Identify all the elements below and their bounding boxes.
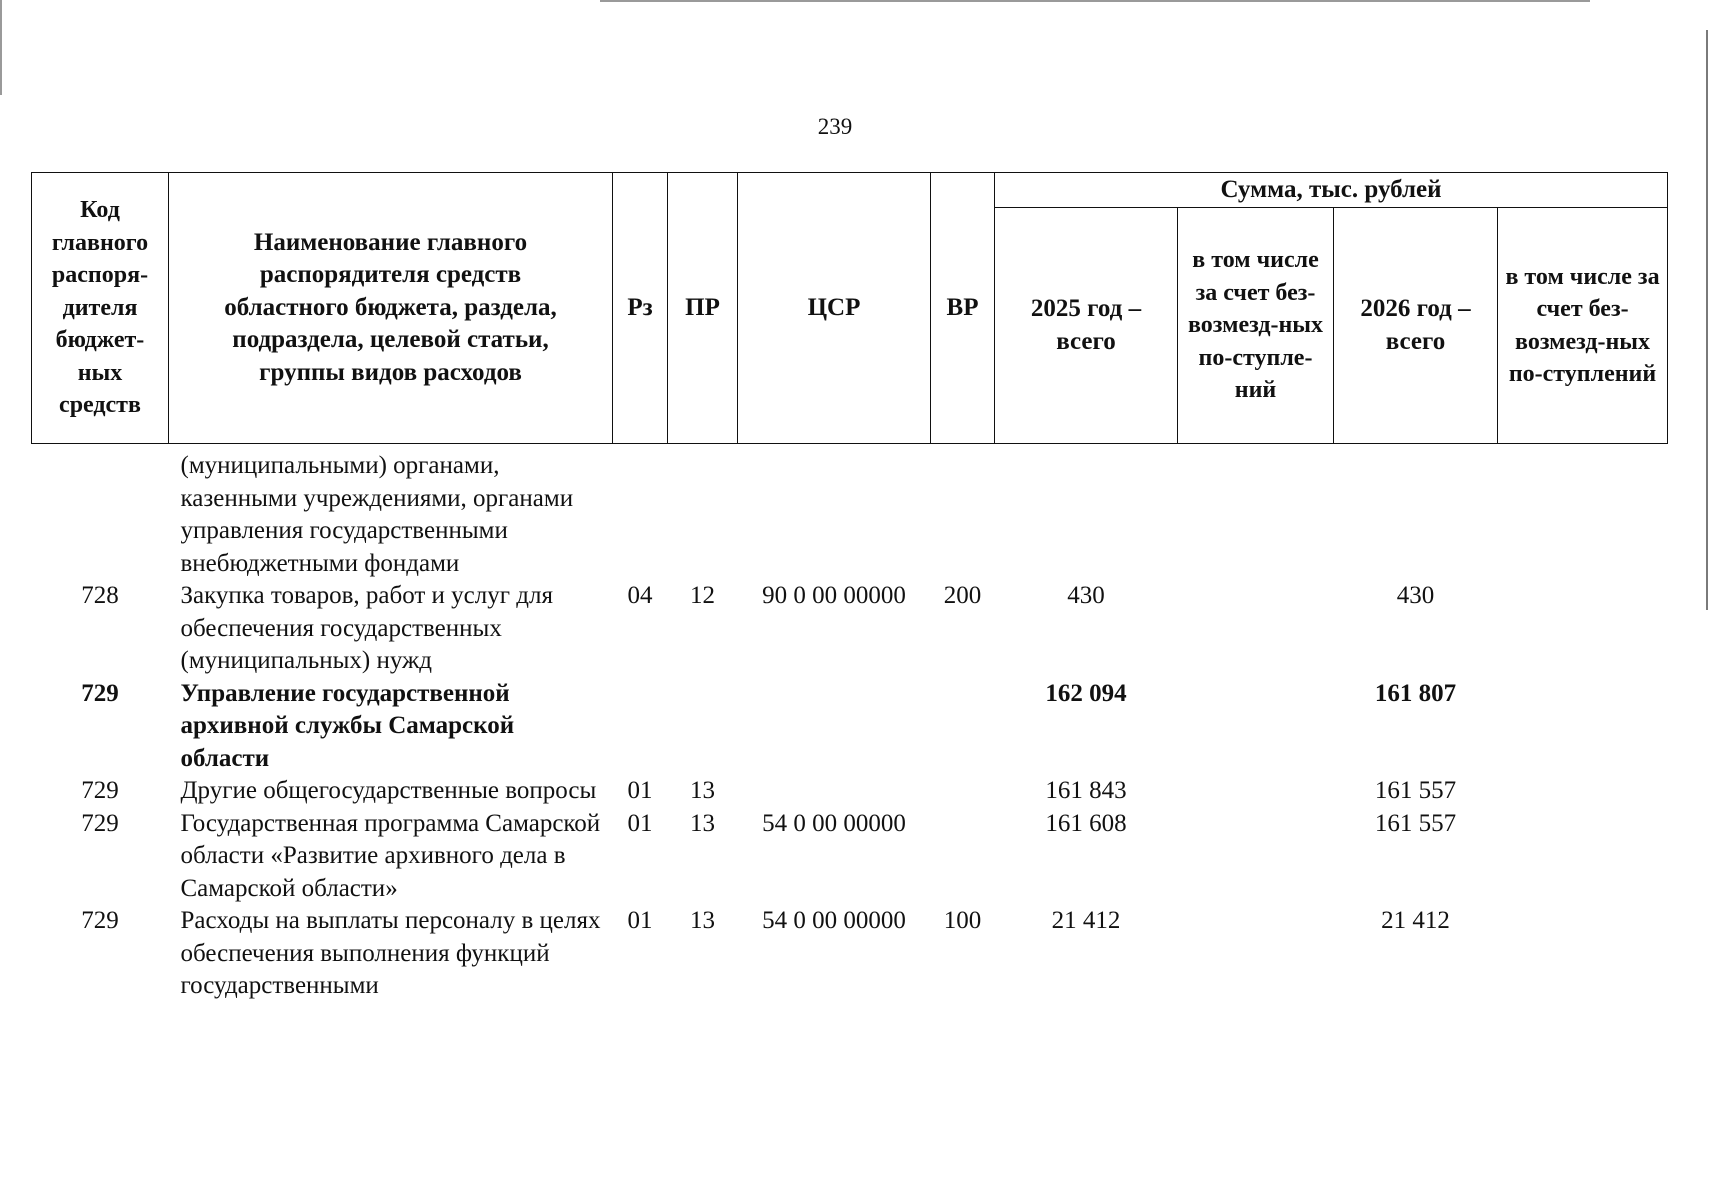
- table-row: [32, 678, 1668, 776]
- cell-vr: [931, 678, 995, 776]
- cell-csr: [738, 775, 931, 808]
- header-pr: ПР: [668, 173, 738, 444]
- cell-name: (муниципальными) органами, казенными учреждениями, органами управления государственными внебюджетными фондами: [180, 452, 574, 577]
- cell-code: 728: [81, 582, 119, 609]
- cell-2025-total: [995, 444, 1178, 581]
- cell-vr: [931, 444, 995, 581]
- cell-rz: 01: [627, 809, 653, 837]
- cell-pr: 13: [690, 907, 715, 934]
- cell-vr: 200: [943, 582, 982, 609]
- cell-rz: 01: [627, 907, 653, 934]
- cell-code: 729: [81, 679, 119, 707]
- cell-2025-total: 162 094: [1045, 679, 1127, 707]
- cell-2026-free: [1498, 444, 1668, 581]
- cell-csr: 54 0 00 00000: [762, 809, 906, 837]
- cell-pr: 12: [690, 582, 715, 609]
- header-2025-free: в том числе за счет без-возмезд-ных по-ступле-ний: [1178, 208, 1334, 444]
- cell-vr: [931, 775, 995, 808]
- cell-2026-total: 161 557: [1374, 809, 1457, 837]
- cell-csr: 54 0 00 00000: [762, 907, 906, 934]
- cell-vr: 100: [943, 907, 982, 934]
- cell-2026-free: [1498, 808, 1668, 906]
- cell-name: Другие общегосударственные вопросы: [180, 777, 597, 804]
- cell-name: Государственная программа Самарской области «Развитие архивного дела в Самарской области»: [180, 809, 601, 902]
- table-header: [32, 173, 1668, 444]
- cell-2025-total: 430: [1067, 582, 1105, 609]
- cell-2025-free: [1178, 444, 1334, 581]
- cell-rz: [613, 678, 668, 776]
- cell-csr: [738, 444, 931, 581]
- cell-2025-total: 21 412: [1051, 907, 1121, 934]
- page-number: 239: [817, 114, 853, 139]
- table-row: [32, 444, 1668, 581]
- table-row: [32, 580, 1668, 678]
- cell-2025-total: 161 843: [1045, 777, 1127, 804]
- cell-2025-total: 161 608: [1045, 809, 1127, 837]
- table-row: [32, 808, 1668, 906]
- cell-pr: [668, 444, 738, 581]
- cell-code: 729: [81, 907, 119, 934]
- table-row: [32, 905, 1668, 1007]
- scan-edge-right: [1706, 30, 1708, 610]
- cell-2025-free: [1178, 905, 1334, 1007]
- cell-code: [32, 444, 169, 581]
- cell-code: 729: [81, 777, 119, 804]
- cell-2025-free: [1178, 678, 1334, 776]
- cell-pr: 13: [690, 777, 715, 804]
- cell-rz: 04: [627, 582, 653, 609]
- header-code: Код главного распоря-дителя бюджет-ных средств: [32, 173, 169, 444]
- cell-csr: [738, 678, 931, 776]
- budget-table: [31, 172, 1668, 1007]
- header-rz: Рз: [613, 173, 668, 444]
- cell-rz: [613, 444, 668, 581]
- cell-2026-total: 161 557: [1374, 777, 1457, 804]
- header-sum: Сумма, тыс. рублей: [995, 173, 1668, 208]
- cell-rz: 01: [627, 777, 653, 804]
- table-body: [32, 444, 1668, 1007]
- cell-2026-total: 430: [1396, 582, 1435, 609]
- cell-code: 729: [81, 809, 119, 837]
- cell-2025-free: [1178, 580, 1334, 678]
- cell-name: Закупка товаров, работ и услуг для обеспечения государственных (муниципальных) нужд: [180, 582, 553, 674]
- cell-2025-free: [1178, 808, 1334, 906]
- cell-2025-free: [1178, 775, 1334, 808]
- cell-2026-total: 161 807: [1374, 679, 1457, 707]
- cell-name: Управление государственной архивной службы Самарской области: [180, 679, 515, 772]
- header-2026-total: 2026 год – всего: [1334, 208, 1498, 444]
- cell-2026-free: [1498, 580, 1668, 678]
- cell-name: Расходы на выплаты персоналу в целях обеспечения выполнения функций государственными: [180, 907, 601, 999]
- cell-csr: 90 0 00 00000: [762, 582, 906, 609]
- cell-2026-total: 21 412: [1381, 907, 1450, 934]
- scan-edge-top: [600, 0, 1590, 2]
- cell-2026-total: [1334, 444, 1498, 581]
- cell-2026-free: [1498, 775, 1668, 808]
- cell-2026-free: [1498, 905, 1668, 1007]
- cell-pr: [668, 678, 738, 776]
- header-2026-free: в том числе за счет без-возмезд-ных по-ступлений: [1498, 208, 1668, 444]
- header-vr: ВР: [931, 173, 995, 444]
- cell-vr: [931, 808, 995, 906]
- header-name: Наименование главного распорядителя средств областного бюджета, раздела, подраздела, целевой статьи, группы видов расходов: [169, 173, 613, 444]
- scan-edge-left: [0, 0, 2, 95]
- header-2025-total: 2025 год – всего: [995, 208, 1178, 444]
- header-csr: ЦСР: [738, 173, 931, 444]
- table-row: [32, 775, 1668, 808]
- cell-pr: 13: [690, 809, 715, 837]
- cell-2026-free: [1498, 678, 1668, 776]
